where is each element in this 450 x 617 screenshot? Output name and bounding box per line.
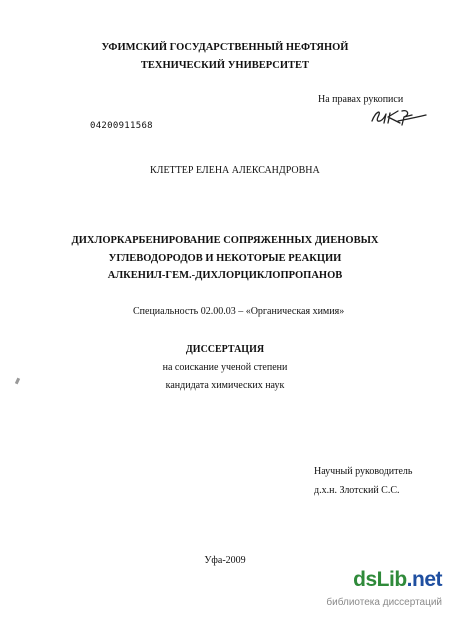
supervisor-label: Научный руководитель: [314, 466, 413, 477]
supervisor-name: д.х.н. Злотский С.С.: [314, 485, 400, 496]
degree-line-2: кандидата химических наук: [165, 380, 285, 391]
handwritten-signature: [368, 105, 428, 127]
dissertation-heading: ДИССЕРТАЦИЯ: [185, 344, 265, 355]
title-line-2: УГЛЕВОДОРОДОВ И НЕКОТОРЫЕ РЕАКЦИИ: [108, 253, 342, 264]
degree-line-1: на соискание ученой степени: [162, 362, 288, 373]
specialty: Специальность 02.00.03 – «Органическая химия»: [133, 306, 345, 317]
stamp-number: 04200911568: [90, 121, 153, 131]
university-line-2: ТЕХНИЧЕСКИЙ УНИВЕРСИТЕТ: [140, 60, 310, 71]
place-year: Уфа-2009: [204, 555, 246, 566]
title-line-3: АЛКЕНИЛ-ГЕМ.-ДИХЛОРЦИКЛОПРОПАНОВ: [107, 270, 343, 281]
watermark-subtitle: библиотека диссертаций: [326, 597, 442, 608]
title-line-1: ДИХЛОРКАРБЕНИРОВАНИЕ СОПРЯЖЕННЫХ ДИЕНОВЫХ: [71, 235, 379, 246]
rights-label: На правах рукописи: [318, 94, 404, 105]
university-line-1: УФИМСКИЙ ГОСУДАРСТВЕННЫЙ НЕФТЯНОЙ: [101, 42, 349, 53]
author-name: КЛЕТТЕР ЕЛЕНА АЛЕКСАНДРОВНА: [150, 165, 320, 176]
watermark: [312, 568, 442, 614]
watermark-logo: dsLib.net: [353, 568, 442, 591]
